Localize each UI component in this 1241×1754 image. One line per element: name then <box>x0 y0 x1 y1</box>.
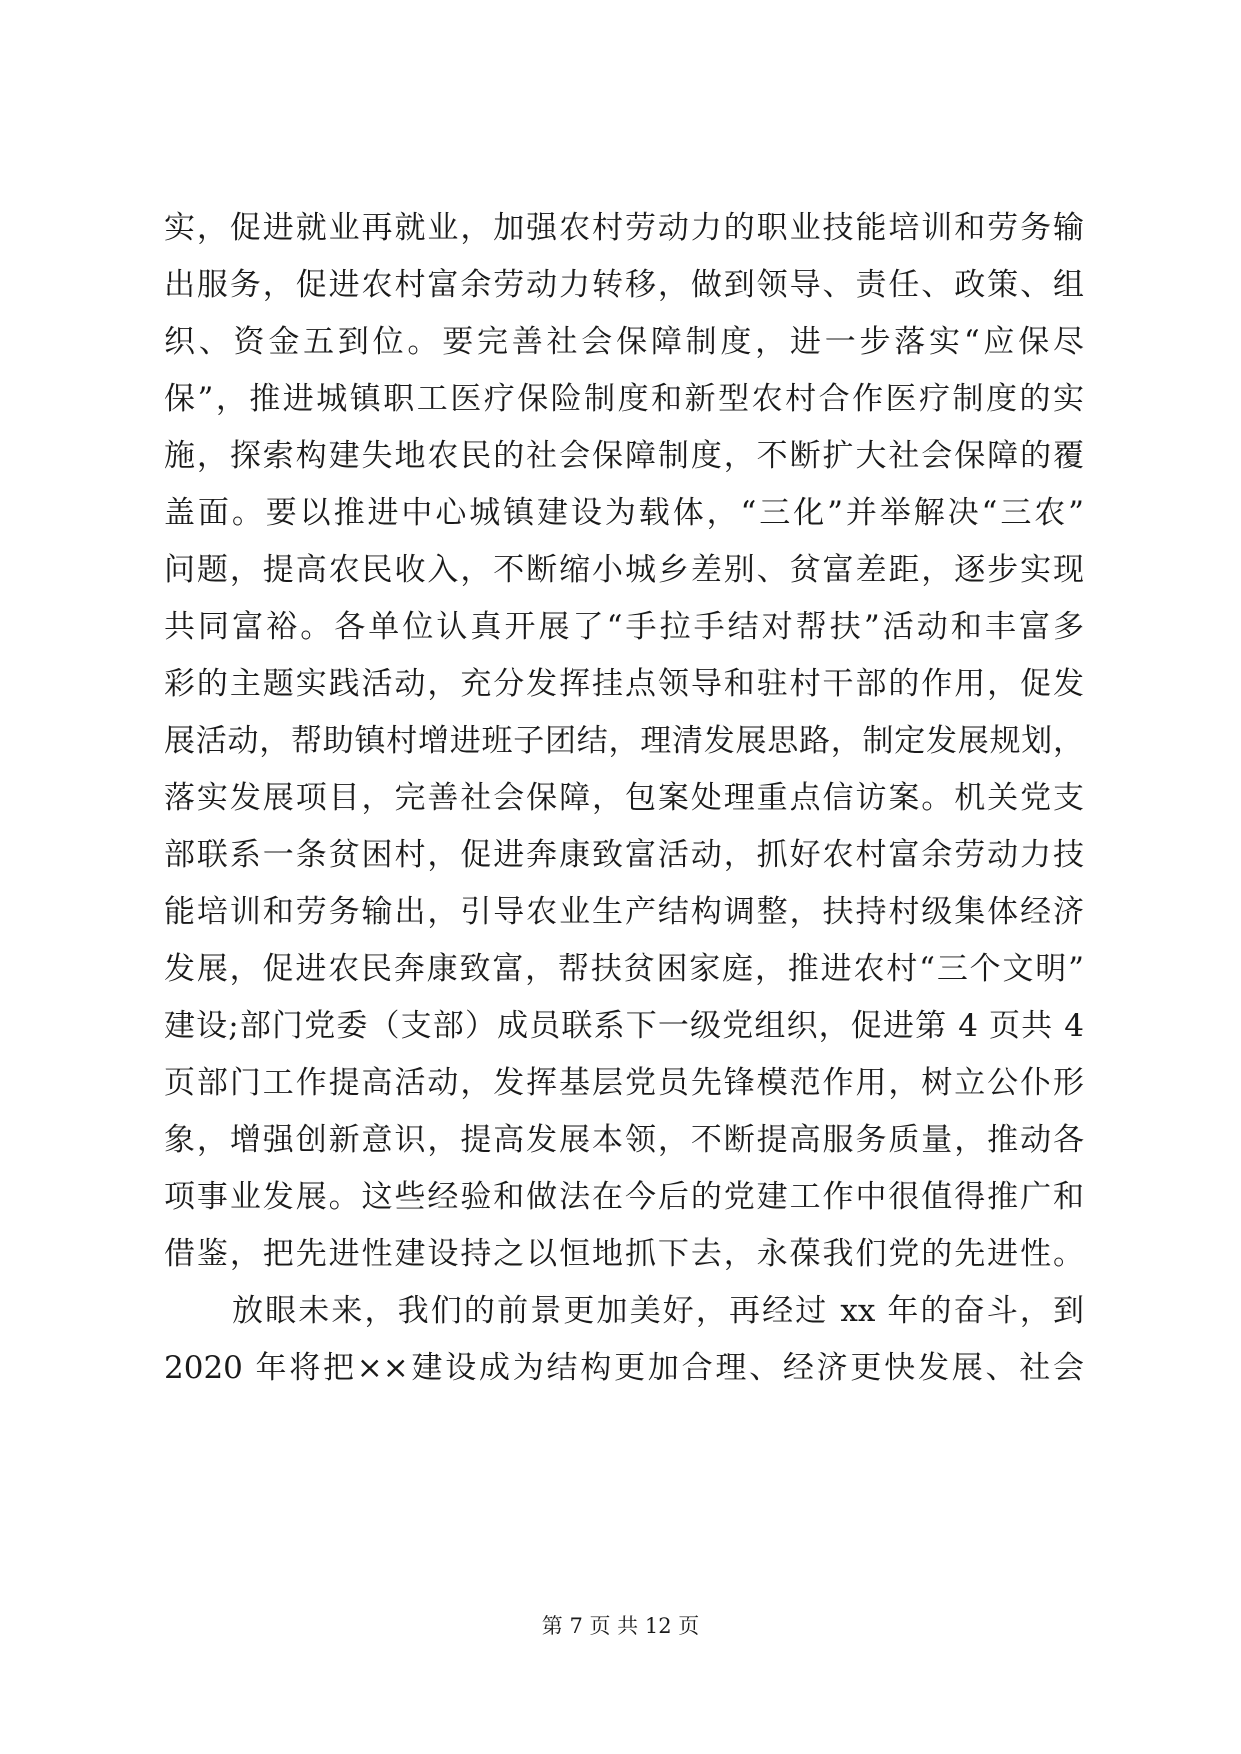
body-text-line-13: 能培训和劳务输出，引导农业生产结构调整，扶持村级集体经济 <box>164 894 1084 930</box>
body-text-line-2: 出服务，促进农村富余劳动力转移，做到领导、责任、政策、组 <box>164 267 1084 303</box>
body-text-line-9: 彩的主题实践活动，充分发挥挂点领导和驻村干部的作用，促发 <box>164 666 1084 702</box>
body-text-line-15: 建设;部门党委（支部）成员联系下一级党组织，促进第 4 页共 4 <box>164 1008 1084 1044</box>
body-text-line-19: 借鉴，把先进性建设持之以恒地抓下去，永葆我们党的先进性。 <box>164 1236 1084 1272</box>
body-text-line-20: 放眼未来，我们的前景更加美好，再经过 xx 年的奋斗，到 <box>232 1293 1084 1329</box>
body-text-line-11: 落实发展项目，完善社会保障，包案处理重点信访案。机关党支 <box>164 780 1084 816</box>
body-text-line-12: 部联系一条贫困村，促进奔康致富活动，抓好农村富余劳动力技 <box>164 837 1084 873</box>
body-text-line-4: 保”，推进城镇职工医疗保险制度和新型农村合作医疗制度的实 <box>164 381 1084 417</box>
body-text-line-6: 盖面。要以推进中心城镇建设为载体，“三化”并举解决“三农” <box>164 495 1084 531</box>
body-text-line-17: 象，增强创新意识，提高发展本领，不断提高服务质量，推动各 <box>164 1122 1084 1158</box>
body-text-line-10: 展活动，帮助镇村增进班子团结，理清发展思路，制定发展规划， <box>164 723 1084 759</box>
body-text-line-21: 2020 年将把××建设成为结构更加合理、经济更快发展、社会 <box>164 1350 1084 1386</box>
body-text-line-16: 页部门工作提高活动，发挥基层党员先锋模范作用，树立公仆形 <box>164 1065 1084 1101</box>
body-text-line-5: 施，探索构建失地农民的社会保障制度，不断扩大社会保障的覆 <box>164 438 1084 474</box>
body-text-line-7: 问题，提高农民收入，不断缩小城乡差别、贫富差距，逐步实现 <box>164 552 1084 588</box>
body-text-line-8: 共同富裕。各单位认真开展了“手拉手结对帮扶”活动和丰富多 <box>164 609 1084 645</box>
body-text-line-3: 织、资金五到位。要完善社会保障制度，进一步落实“应保尽 <box>164 324 1084 360</box>
body-text-line-14: 发展，促进农民奔康致富，帮扶贫困家庭，推进农村“三个文明” <box>164 951 1084 987</box>
body-text-line-1: 实，促进就业再就业，加强农村劳动力的职业技能培训和劳务输 <box>164 210 1084 246</box>
page-number-footer: 第 7 页 共 12 页 <box>541 1614 700 1638</box>
body-text-line-18: 项事业发展。这些经验和做法在今后的党建工作中很值得推广和 <box>164 1179 1084 1215</box>
